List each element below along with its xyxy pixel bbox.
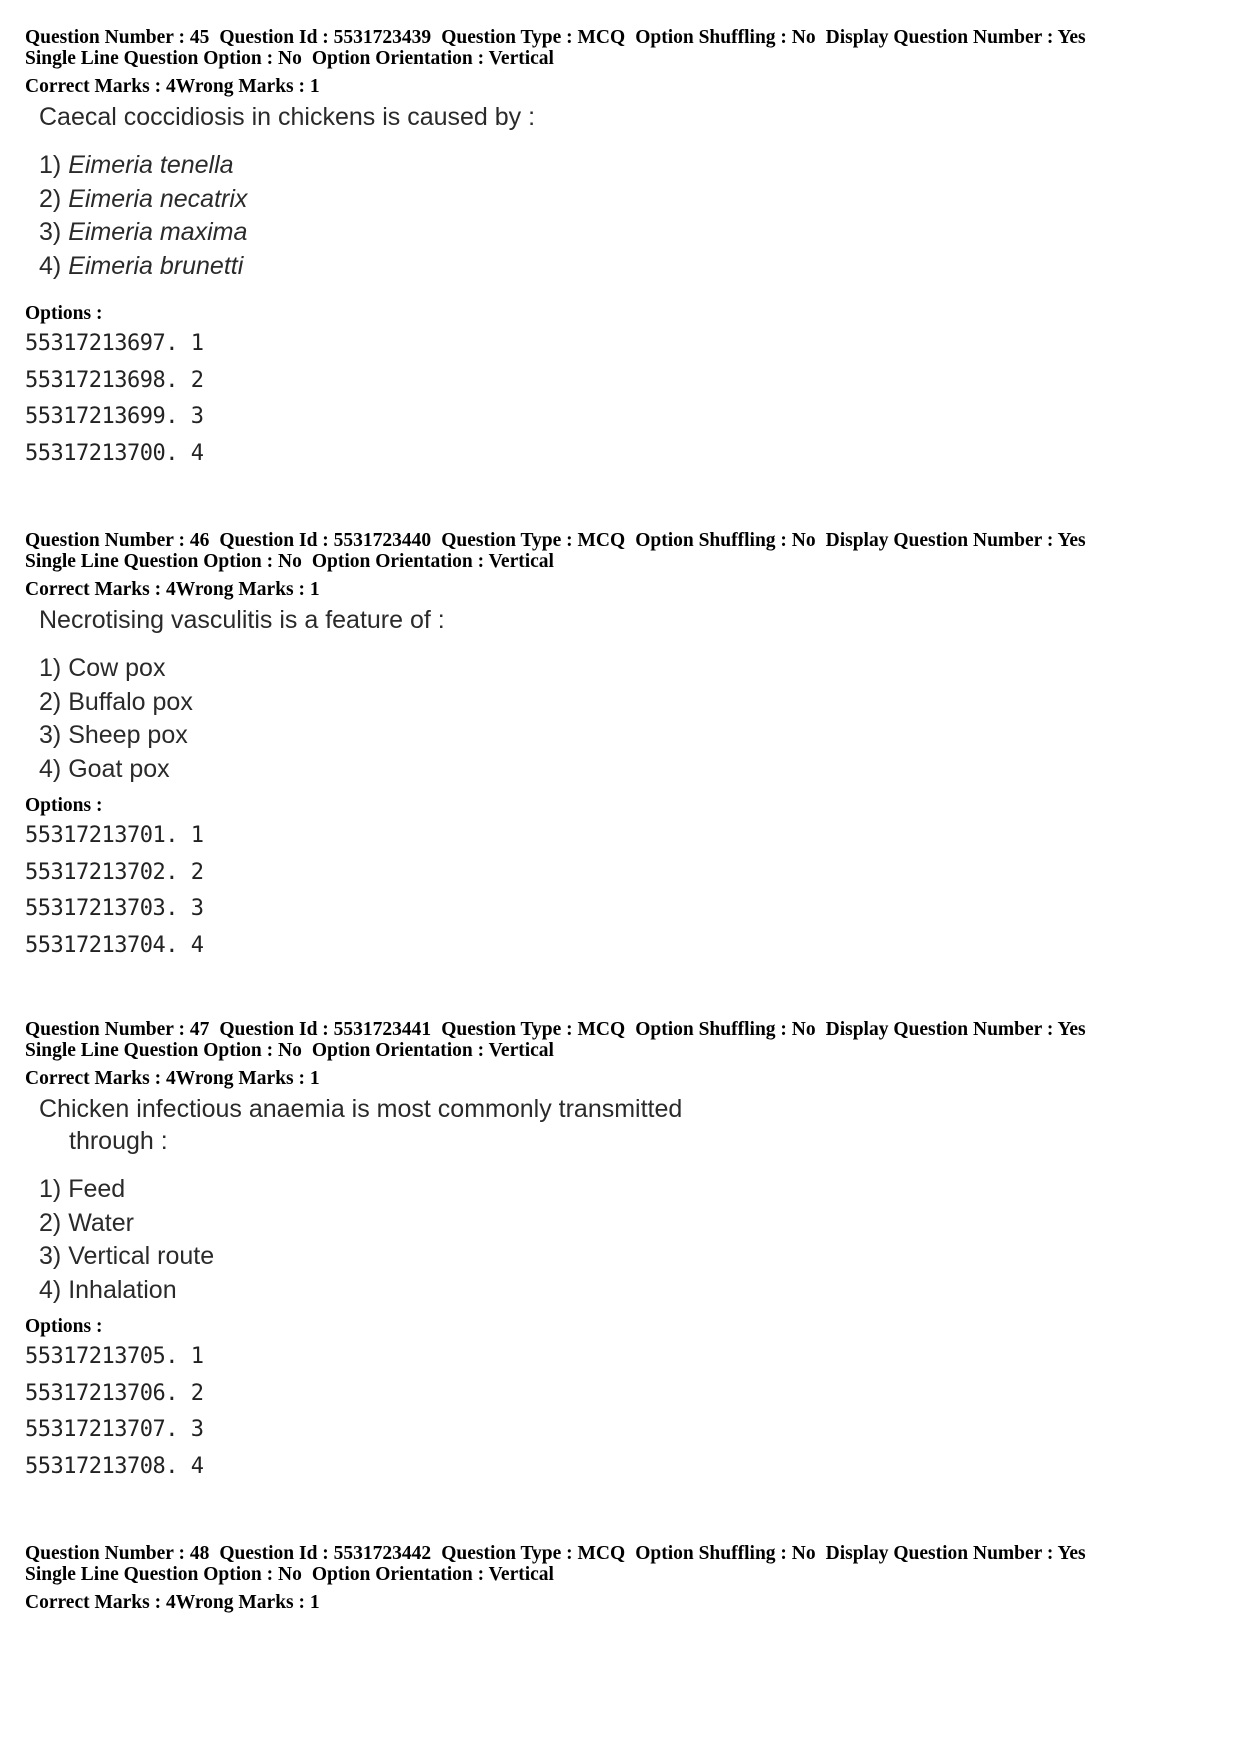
option-row — [25, 399, 1215, 436]
correct-marks: Correct Marks : 4 — [25, 1068, 176, 1089]
choice-text: Water — [68, 1208, 134, 1237]
display-question-number: Display Question Number : Yes — [825, 1543, 1086, 1564]
option-orientation: Option Orientation : Vertical — [311, 48, 554, 69]
choice-item — [39, 216, 1215, 250]
question-meta-line-2 — [25, 551, 1215, 572]
option-row — [25, 891, 1215, 928]
option-id: 55317213708. — [25, 1453, 178, 1479]
question-text — [39, 1091, 1215, 1157]
question-number: Question Number : 46 — [25, 530, 210, 551]
choice-number: 2) — [39, 184, 62, 213]
options-label: Options : — [25, 303, 103, 324]
option-id: 55317213704. — [25, 932, 178, 958]
choice-item — [39, 686, 1215, 720]
choice-item — [39, 1173, 1215, 1207]
choice-text: Eimeria maxima — [68, 218, 248, 246]
options-list — [25, 326, 1215, 472]
question-choices — [39, 652, 1215, 786]
option-row — [25, 326, 1215, 363]
option-id: 55317213700. — [25, 440, 178, 466]
marks-line — [25, 579, 1215, 600]
wrong-marks: Wrong Marks : 1 — [175, 1592, 320, 1613]
question-meta-line-2 — [25, 1564, 1215, 1585]
choice-number: 3) — [39, 218, 62, 246]
option-id: 55317213703. — [25, 896, 178, 921]
option-row — [25, 1412, 1215, 1449]
wrong-marks: Wrong Marks : 1 — [175, 1068, 320, 1089]
question-type: Question Type : MCQ — [441, 1543, 626, 1564]
question-type: Question Type : MCQ — [441, 27, 626, 48]
question-block-46 — [25, 530, 1215, 964]
question-id: Question Id : 5531723441 — [219, 1019, 432, 1040]
question-block-47 — [25, 1019, 1215, 1485]
choice-item — [39, 1240, 1215, 1274]
question-text: Caecal coccidiosis in chickens is caused by : — [39, 103, 536, 131]
option-id: 55317213701. — [25, 823, 178, 848]
correct-marks: Correct Marks : 4 — [25, 1592, 176, 1613]
option-value: 1 — [190, 1344, 204, 1369]
question-id: Question Id : 5531723440 — [219, 530, 432, 551]
correct-marks: Correct Marks : 4 — [25, 76, 176, 97]
choice-text: Cow pox — [68, 654, 166, 682]
option-id: 55317213698. — [25, 367, 178, 393]
option-value: 1 — [190, 331, 204, 356]
single-line-option: Single Line Question Option : No — [25, 551, 302, 572]
display-question-number: Display Question Number : Yes — [825, 1019, 1086, 1040]
single-line-option: Single Line Question Option : No — [25, 1564, 302, 1585]
question-choices — [39, 1173, 1215, 1307]
options-label: Options : — [25, 795, 103, 816]
option-row — [25, 1376, 1215, 1413]
question-meta-line-1 — [25, 530, 1215, 551]
display-question-number: Display Question Number : Yes — [825, 530, 1086, 551]
question-type: Question Type : MCQ — [441, 530, 626, 551]
option-row — [25, 436, 1215, 473]
option-row — [25, 818, 1215, 855]
choice-text: Sheep pox — [68, 721, 188, 749]
option-value: 2 — [190, 859, 204, 885]
option-row — [25, 1449, 1215, 1486]
question-number: Question Number : 48 — [25, 1543, 210, 1564]
choice-text: Buffalo pox — [68, 687, 193, 716]
options-list — [25, 818, 1215, 964]
single-line-option: Single Line Question Option : No — [25, 48, 302, 69]
choice-item — [39, 183, 1215, 217]
choice-item — [39, 719, 1215, 753]
question-meta-line-2 — [25, 1040, 1215, 1061]
choice-item — [39, 652, 1215, 686]
option-value: 4 — [190, 1453, 204, 1479]
choice-text: Eimeria necatrix — [68, 184, 248, 213]
choice-number: 1) — [39, 1175, 62, 1203]
choice-number: 2) — [39, 1208, 62, 1237]
choice-number: 3) — [39, 1242, 62, 1270]
correct-marks: Correct Marks : 4 — [25, 579, 176, 600]
option-id: 55317213706. — [25, 1380, 178, 1406]
question-number: Question Number : 45 — [25, 27, 210, 48]
options-label: Options : — [25, 1316, 103, 1337]
option-shuffling: Option Shuffling : No — [635, 1019, 816, 1040]
option-id: 55317213699. — [25, 404, 178, 429]
option-id: 55317213707. — [25, 1417, 178, 1442]
choice-number: 2) — [39, 687, 62, 716]
choice-text: Eimeria brunetti — [68, 251, 244, 280]
question-block-48 — [25, 1543, 1215, 1613]
question-meta-line-1 — [25, 1019, 1215, 1040]
option-row — [25, 1339, 1215, 1376]
option-row — [25, 855, 1215, 892]
question-number: Question Number : 47 — [25, 1019, 210, 1040]
marks-line — [25, 1068, 1215, 1089]
option-value: 1 — [190, 823, 204, 848]
marks-line — [25, 76, 1215, 97]
option-orientation: Option Orientation : Vertical — [311, 551, 554, 572]
option-value: 4 — [190, 932, 204, 958]
option-value: 2 — [190, 367, 204, 393]
question-text-line-2: through : — [69, 1127, 168, 1155]
question-meta-line-1 — [25, 27, 1215, 48]
option-value: 2 — [190, 1380, 204, 1406]
choice-number: 1) — [39, 151, 62, 179]
choice-text: Vertical route — [68, 1242, 215, 1270]
option-shuffling: Option Shuffling : No — [635, 1543, 816, 1564]
question-image — [39, 99, 1215, 283]
option-row — [25, 928, 1215, 965]
question-meta-line-2 — [25, 48, 1215, 69]
option-value: 3 — [190, 404, 204, 429]
choice-number: 4) — [39, 754, 62, 783]
question-id: Question Id : 5531723442 — [219, 1543, 432, 1564]
option-value: 3 — [190, 1417, 204, 1442]
option-orientation: Option Orientation : Vertical — [311, 1564, 554, 1585]
question-image — [39, 1091, 1215, 1307]
choice-item — [39, 1207, 1215, 1241]
question-choices — [39, 149, 1215, 283]
choice-text: Inhalation — [68, 1275, 177, 1304]
options-list — [25, 1339, 1215, 1485]
question-meta-line-1 — [25, 1543, 1215, 1564]
option-orientation: Option Orientation : Vertical — [311, 1040, 554, 1061]
option-id: 55317213705. — [25, 1344, 178, 1369]
choice-number: 4) — [39, 1275, 62, 1304]
option-row — [25, 363, 1215, 400]
option-shuffling: Option Shuffling : No — [635, 530, 816, 551]
choice-item — [39, 753, 1215, 787]
choice-item — [39, 149, 1215, 183]
option-id: 55317213702. — [25, 859, 178, 885]
question-block-45 — [25, 27, 1215, 472]
option-value: 3 — [190, 896, 204, 921]
choice-item — [39, 250, 1215, 284]
wrong-marks: Wrong Marks : 1 — [175, 579, 320, 600]
choice-number: 1) — [39, 654, 62, 682]
display-question-number: Display Question Number : Yes — [825, 27, 1086, 48]
marks-line — [25, 1592, 1215, 1613]
choice-text: Feed — [68, 1175, 126, 1203]
option-id: 55317213697. — [25, 331, 178, 356]
question-text-line-1: Chicken infectious anaemia is most commonly transmitted — [39, 1095, 683, 1123]
question-id: Question Id : 5531723439 — [219, 27, 432, 48]
option-value: 4 — [190, 440, 204, 466]
wrong-marks: Wrong Marks : 1 — [175, 76, 320, 97]
option-shuffling: Option Shuffling : No — [635, 27, 816, 48]
choice-text: Eimeria tenella — [68, 151, 234, 179]
choice-text: Goat pox — [68, 754, 170, 783]
question-image — [39, 602, 1215, 786]
choice-item — [39, 1274, 1215, 1308]
single-line-option: Single Line Question Option : No — [25, 1040, 302, 1061]
choice-number: 4) — [39, 251, 62, 280]
question-text: Necrotising vasculitis is a feature of : — [39, 606, 445, 634]
question-type: Question Type : MCQ — [441, 1019, 626, 1040]
choice-number: 3) — [39, 721, 62, 749]
